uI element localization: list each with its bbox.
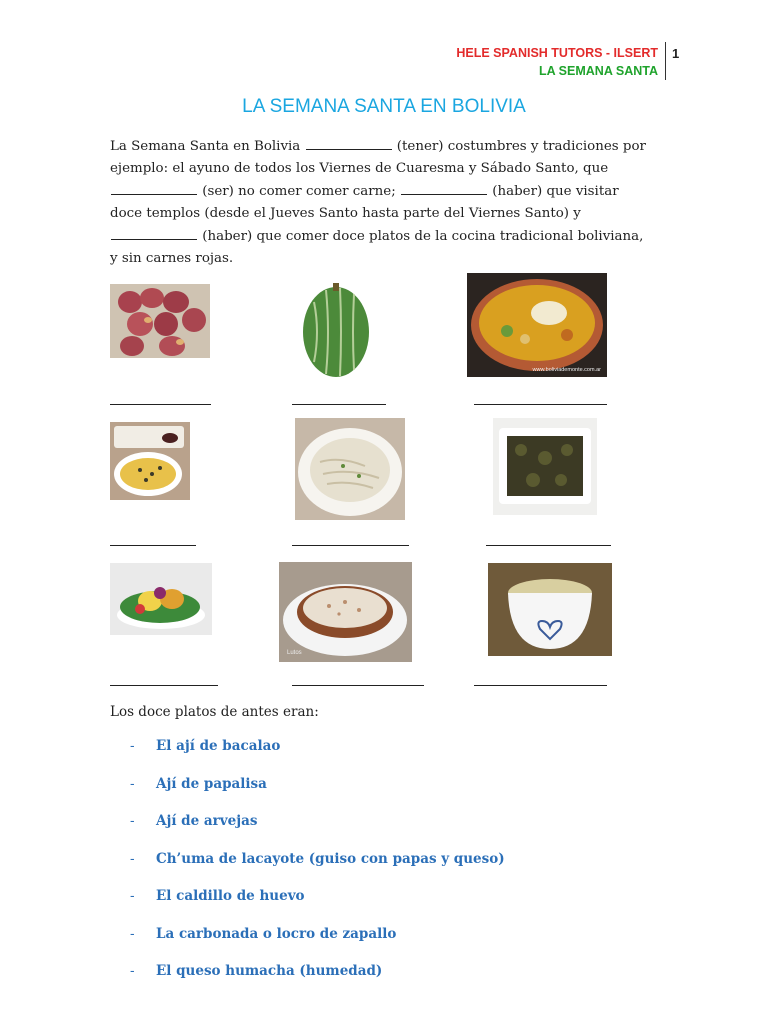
list-item	[130, 813, 505, 851]
dish-name: Ají de arvejas	[156, 813, 258, 829]
paragraph-text: (haber) que comer doce platos de la cocina tradicional boliviana, y sin carnes rojas.	[110, 228, 644, 267]
dish-name: El ají de bacalao	[156, 738, 281, 754]
list-dash: -	[130, 888, 135, 904]
answer-line[interactable]	[486, 545, 611, 546]
answer-line[interactable]	[292, 404, 386, 405]
fill-blank-4[interactable]	[111, 226, 197, 240]
paragraph-text: La Semana Santa en Bolivia	[110, 139, 305, 154]
dish-name: El queso humacha (humedad)	[156, 963, 383, 979]
potatoes-photo	[110, 284, 210, 358]
fill-blank-1[interactable]	[306, 136, 392, 150]
list-dash: -	[130, 813, 135, 829]
answer-line[interactable]	[110, 404, 211, 405]
stew-photo	[467, 273, 607, 377]
header-divider	[665, 42, 666, 80]
answer-line[interactable]	[292, 685, 424, 686]
list-item	[130, 926, 505, 964]
page-number: 1	[672, 46, 680, 61]
paragraph-text: (ser) no comer comer carne;	[198, 183, 400, 199]
rice-pudding-photo	[279, 562, 412, 662]
rice-dish-photo	[110, 422, 190, 500]
answer-line[interactable]	[474, 685, 607, 686]
dish-name: Ají de papalisa	[156, 775, 267, 792]
list-dash: -	[130, 925, 135, 942]
answer-line[interactable]	[292, 545, 409, 546]
squash-photo	[300, 282, 372, 380]
fill-blank-3[interactable]	[401, 181, 487, 195]
paragraph-text: (haber) que visitar doce templos (desde el Jueves Santo hasta parte del Viernes Santo) y	[110, 183, 619, 222]
image-watermark: www.boliviademonte.com.ar	[532, 367, 601, 373]
soup-bowl-photo	[488, 563, 612, 656]
list-item	[130, 851, 505, 889]
list-dash: -	[130, 775, 135, 792]
dishes-list	[130, 738, 505, 1001]
answer-line[interactable]	[110, 545, 196, 546]
answer-line[interactable]	[110, 685, 218, 686]
list-item	[130, 888, 505, 926]
list-item	[130, 963, 505, 1001]
intro-paragraph	[110, 136, 650, 270]
dish-name: La carbonada o locro de zapallo	[156, 925, 397, 942]
header-org: HELE SPANISH TUTORS - ILSERT	[456, 46, 658, 60]
image-watermark: Lutos	[287, 650, 302, 656]
list-dash: -	[130, 963, 135, 979]
list-intro: Los doce platos de antes eran:	[110, 704, 319, 720]
noodle-dish-photo	[295, 418, 405, 520]
dish-name: El caldillo de huevo	[156, 888, 305, 904]
answer-line[interactable]	[474, 404, 607, 405]
header-topic: LA SEMANA SANTA	[539, 64, 658, 78]
document-header	[456, 44, 658, 80]
list-item	[130, 776, 505, 814]
list-dash: -	[130, 738, 135, 754]
page-title: LA SEMANA SANTA EN BOLIVIA	[242, 96, 526, 117]
paragraph-text: (tener) costumbres y tradiciones por ejemplo: el ayuno de todos los Viernes de Cuaresma y Sábado Santo, que	[110, 139, 646, 177]
fill-blank-2[interactable]	[111, 181, 197, 195]
list-dash: -	[130, 850, 135, 867]
greens-dish-photo	[493, 418, 597, 515]
dish-name: Ch’uma de lacayote (guiso con papas y queso)	[156, 850, 505, 867]
fruit-salad-photo	[110, 563, 212, 635]
list-item	[130, 738, 505, 776]
